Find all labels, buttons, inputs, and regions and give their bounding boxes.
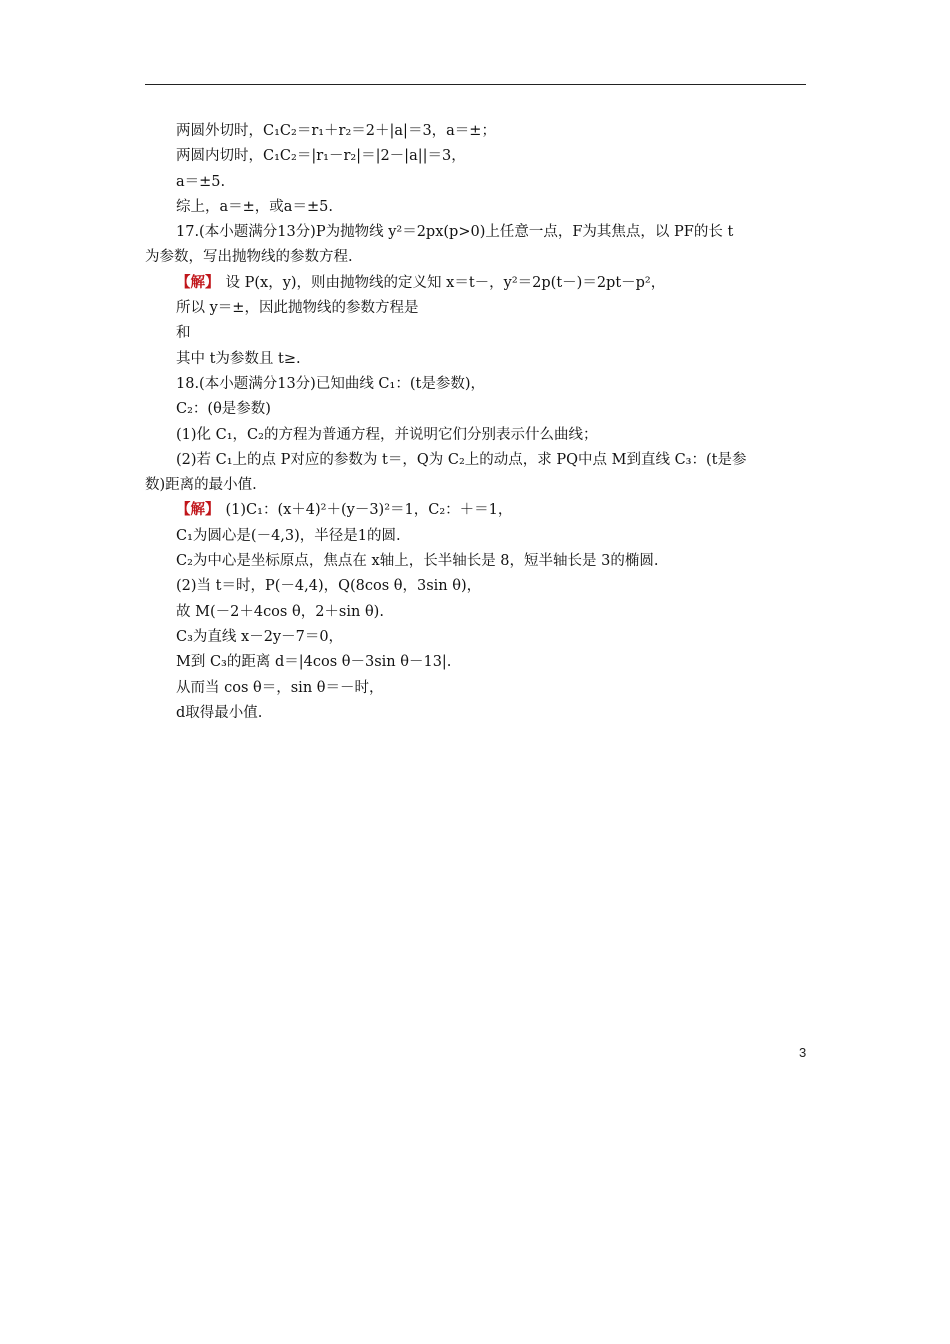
- text-line: C₂为中心是坐标原点，焦点在 x轴上，长半轴长是 8，短半轴长是 3的椭圆.: [176, 553, 659, 570]
- solution-17-line: 【解】 设 P(x，y)，则由抛物线的定义知 x＝t－，y²＝2p(t－)＝2pt－p²，: [176, 273, 666, 291]
- solution-18-line: 【解】 (1)C₁：(x＋4)²＋(y－3)²＝1，C₂：＋＝1，: [176, 501, 513, 519]
- text-line: (1)化 C₁，C₂的方程为普通方程，并说明它们分别表示什么曲线；: [176, 426, 598, 443]
- page-number: 3: [799, 1045, 807, 1060]
- problem-17-statement: 17.(本小题满分13分)P为抛物线 y²＝2px(p>0)上任意一点，F为其焦点，以 PF的长 t: [176, 224, 734, 241]
- text-line: 综上，a＝±，或a＝±5.: [176, 198, 333, 215]
- text-line: a＝±5.: [176, 173, 226, 190]
- problem-18-statement: 18.(本小题满分13分)已知曲线 C₁：(t是参数)，: [176, 375, 485, 392]
- text-line: 从而当 cos θ＝，sin θ＝－时，: [176, 679, 384, 696]
- header-rule: [145, 84, 806, 85]
- text-line: (2)若 C₁上的点 P对应的参数为 t＝，Q为 C₂上的动点，求 PQ中点 M到直线 C₃：(t是参: [176, 451, 747, 468]
- text-line: 故 M(－2＋4cos θ，2＋sin θ).: [176, 603, 384, 620]
- text-line: 为参数，写出抛物线的参数方程.: [145, 249, 353, 266]
- solution-label: 【解】: [176, 501, 220, 519]
- text-line: 两圆内切时，C₁C₂＝|r₁－r₂|＝|2－|a||＝3，: [176, 148, 466, 165]
- text-line: 其中 t为参数且 t≥.: [176, 350, 301, 367]
- text-line: 数)距离的最小值.: [145, 477, 257, 494]
- text-line: (2)当 t＝时，P(－4,4)，Q(8cos θ，3sin θ)，: [176, 578, 482, 595]
- text-line: 和: [176, 325, 191, 342]
- text-line: 两圆外切时，C₁C₂＝r₁＋r₂＝2＋|a|＝3，a＝±；: [176, 123, 496, 139]
- text-line: d取得最小值.: [176, 704, 263, 721]
- text-line: C₃为直线 x－2y－7＝0，: [176, 628, 344, 645]
- text-line: M到 C₃的距离 d＝|4cos θ－3sin θ－13|.: [176, 654, 452, 671]
- document-body: [145, 118, 813, 725]
- text-line: C₂：(θ是参数): [176, 401, 271, 418]
- solution-label: 【解】: [176, 273, 220, 291]
- text-line: C₁为圆心是(－4,3)，半径是1的圆.: [176, 527, 401, 544]
- text-line: 所以 y＝±，因此抛物线的参数方程是: [176, 300, 419, 317]
